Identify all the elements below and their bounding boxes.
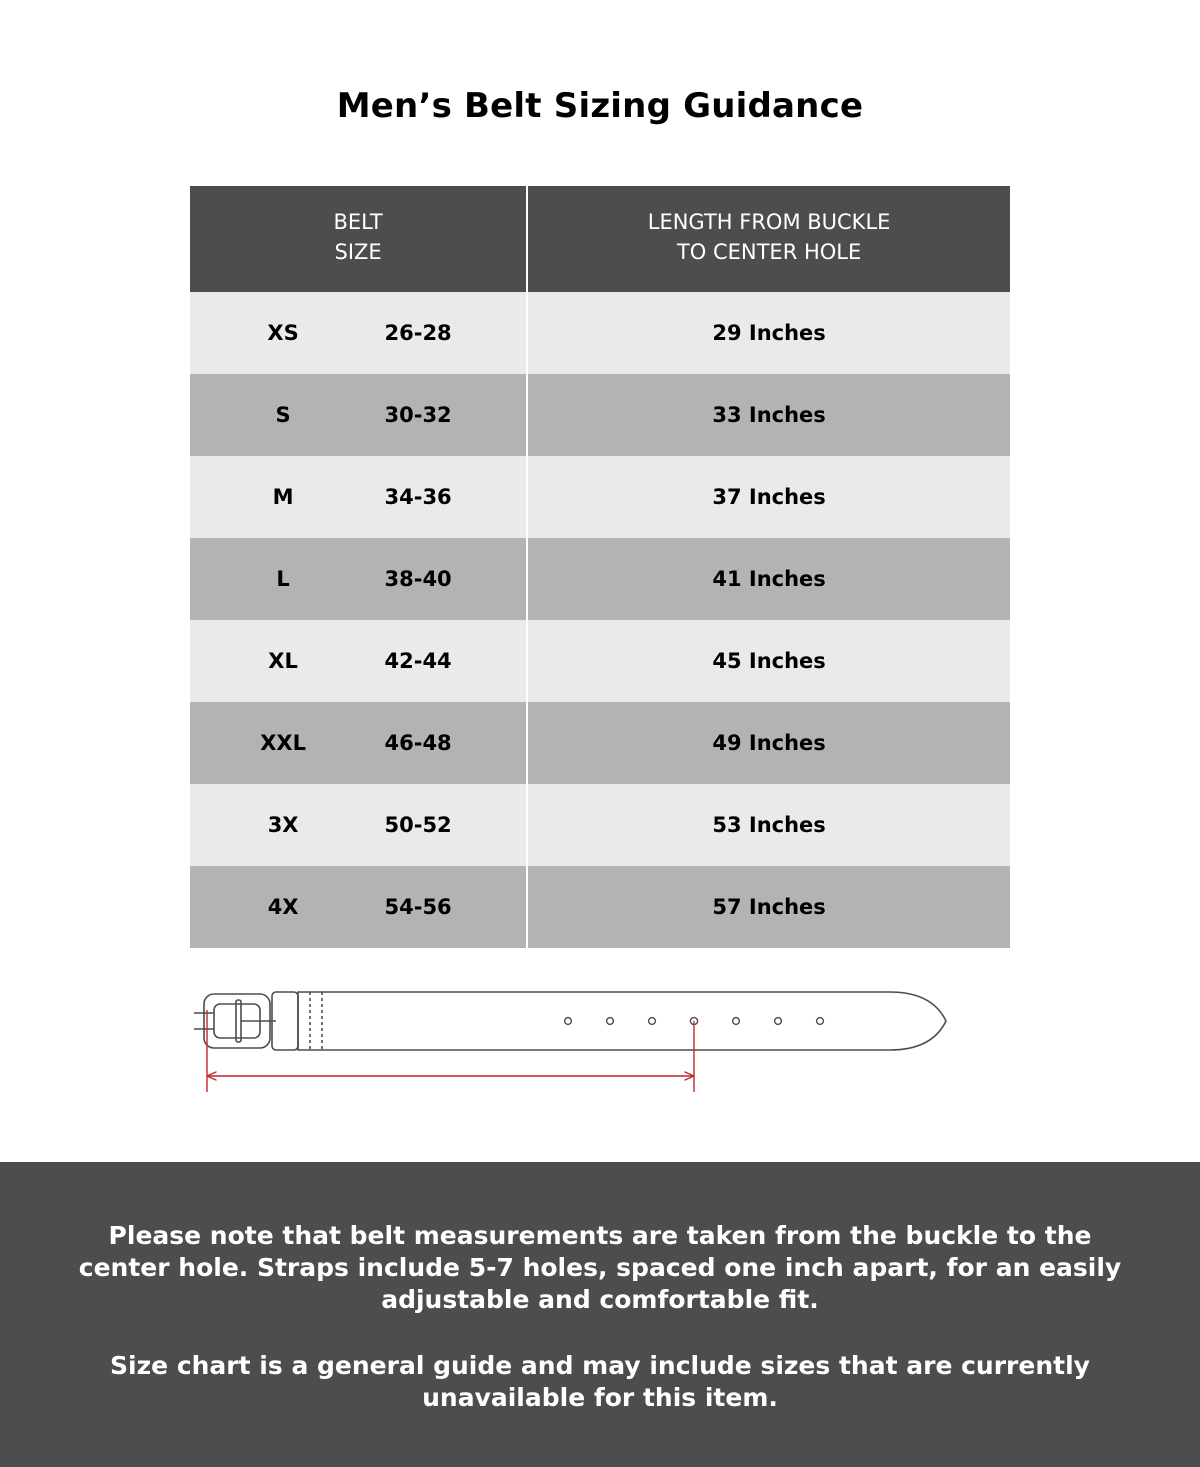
size-label: 4X — [267, 894, 299, 919]
table-row — [190, 456, 1010, 538]
size-label: S — [275, 402, 291, 427]
note-paragraph-availability: Size chart is a general guide and may include sizes that are currently unavailable for this item. — [110, 1351, 1090, 1412]
size-label: L — [276, 566, 290, 591]
cell-length: 45 Inches — [527, 620, 1010, 702]
size-label: 3X — [267, 812, 299, 837]
size-range: 34-36 — [384, 484, 452, 509]
table-row — [190, 538, 1010, 620]
cell-belt-size — [190, 784, 527, 866]
size-range: 46-48 — [384, 730, 452, 755]
table-row — [190, 866, 1010, 948]
cell-belt-size — [190, 456, 527, 538]
size-label: XS — [267, 320, 299, 345]
table-header — [190, 186, 1010, 292]
size-table — [190, 186, 1010, 948]
cell-belt-size — [190, 292, 527, 374]
cell-length: 53 Inches — [527, 784, 1010, 866]
table-header-row — [190, 186, 1010, 292]
cell-length: 49 Inches — [527, 702, 1010, 784]
cell-length: 57 Inches — [527, 866, 1010, 948]
note-paragraph-measurements: Please note that belt measurements are taken from the buckle to the center hole. Straps include 5-7 holes, spaced one inch apart, for an easily adjustable and comfortable fit. — [78, 1221, 1122, 1314]
table-body — [190, 292, 1010, 948]
measurement-indicator — [207, 1010, 694, 1092]
size-range: 42-44 — [384, 648, 452, 673]
cell-belt-size — [190, 374, 527, 456]
column-header-belt-size-line2: SIZE — [334, 239, 382, 264]
column-header-belt-size — [190, 186, 527, 292]
size-range: 54-56 — [384, 894, 452, 919]
size-range: 30-32 — [384, 402, 452, 427]
size-range: 38-40 — [384, 566, 452, 591]
cell-belt-size — [190, 702, 527, 784]
column-header-belt-size-line1: BELT — [333, 210, 383, 234]
column-header-length — [527, 186, 1010, 292]
belt-diagram — [190, 988, 1010, 1118]
size-label: XXL — [260, 730, 306, 755]
cell-length: 29 Inches — [527, 292, 1010, 374]
belt-strap — [298, 992, 946, 1050]
table-row — [190, 702, 1010, 784]
size-range: 50-52 — [384, 812, 452, 837]
cell-belt-size — [190, 866, 527, 948]
table-row — [190, 784, 1010, 866]
table-row — [190, 292, 1010, 374]
size-label: M — [272, 484, 294, 509]
size-label: XL — [268, 648, 298, 673]
belt-illustration-svg — [190, 988, 1010, 1118]
cell-length: 41 Inches — [527, 538, 1010, 620]
table-row — [190, 374, 1010, 456]
cell-length: 33 Inches — [527, 374, 1010, 456]
size-table-wrapper — [190, 186, 1010, 948]
page-title: Men’s Belt Sizing Guidance — [336, 86, 864, 126]
column-header-length-line1: LENGTH FROM BUCKLE — [647, 210, 891, 234]
size-range: 26-28 — [384, 320, 452, 345]
note-block — [0, 1162, 1200, 1467]
cell-belt-size — [190, 620, 527, 702]
cell-belt-size — [190, 538, 527, 620]
column-header-length-line2: TO CENTER HOLE — [676, 239, 862, 264]
cell-length: 37 Inches — [527, 456, 1010, 538]
table-row — [190, 620, 1010, 702]
